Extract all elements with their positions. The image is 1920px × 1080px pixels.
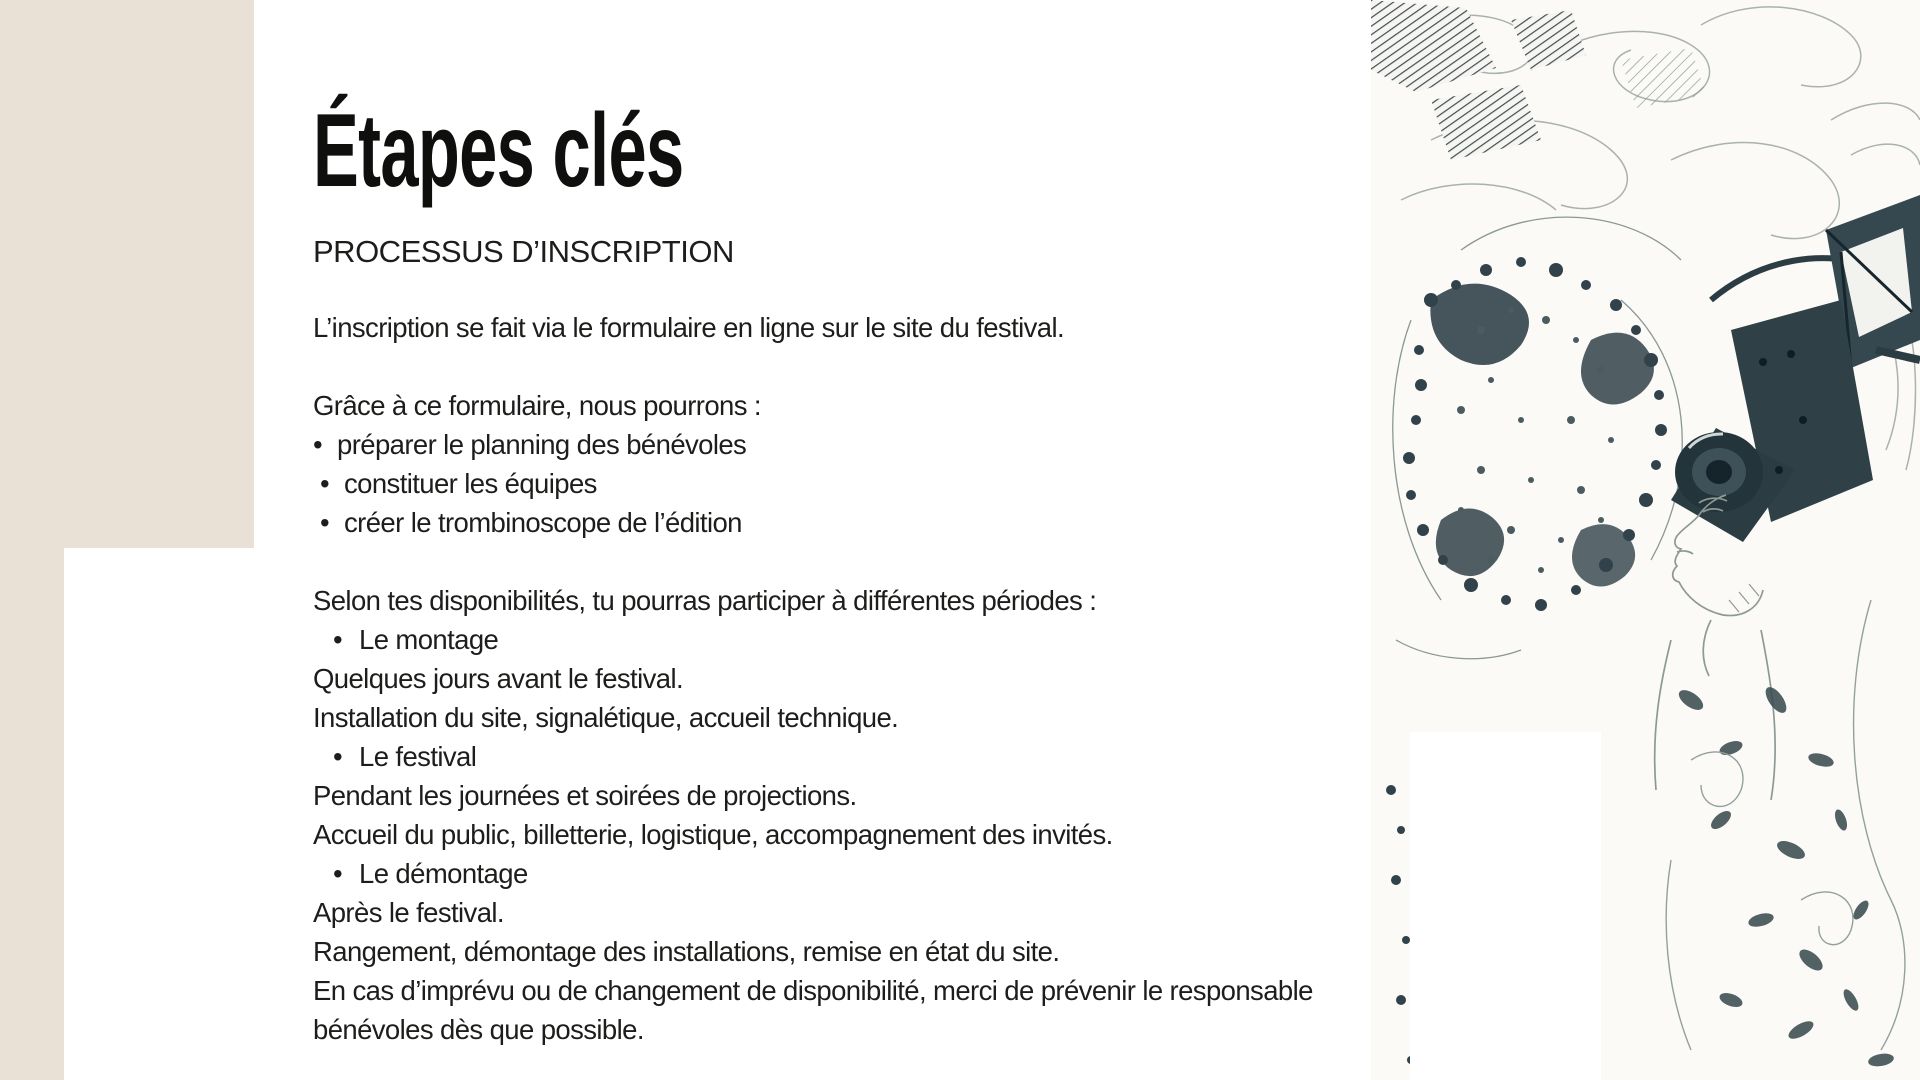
demontage-desc-line-3 — [313, 971, 1433, 1010]
demontage-desc-line-4 — [313, 1010, 1433, 1049]
demontage-desc-line-2 — [313, 932, 1433, 971]
demontage-desc-text-4: bénévoles dès que possible. — [313, 1013, 644, 1045]
beige-accent-strip — [0, 548, 64, 1080]
periods-lead-line — [313, 581, 1433, 620]
intro-text: L’inscription se fait via le formulaire en ligne sur le site du festival. — [313, 311, 1065, 343]
demontage-desc-line-1 — [313, 893, 1433, 932]
page-subtitle: PROCESSUS D’INSCRIPTION — [313, 234, 734, 269]
period-name-demontage: Le démontage — [359, 857, 528, 889]
pencil-sketch-illustration — [1371, 0, 1920, 1080]
montage-desc-text-1: Quelques jours avant le festival. — [313, 662, 683, 694]
demontage-desc-text-3: En cas d’imprévu ou de changement de disponibilité, merci de prévenir le responsable — [313, 974, 1313, 1006]
festival-desc-line-2 — [313, 815, 1433, 854]
periods-lead-text: Selon tes disponibilités, tu pourras participer à différentes périodes : — [313, 584, 1097, 616]
bullet-glyph: • — [320, 506, 330, 538]
spacer — [313, 542, 1433, 581]
montage-desc-line-1 — [313, 659, 1433, 698]
festival-desc-text-2: Accueil du public, billetterie, logistique, accompagnement des invités. — [313, 818, 1113, 850]
period-bullet-demontage — [333, 854, 1433, 893]
bullet-glyph: • — [333, 857, 343, 889]
beige-accent-block — [0, 0, 254, 548]
period-bullet-montage — [333, 620, 1433, 659]
period-name-festival: Le festival — [359, 740, 477, 772]
montage-desc-text-2: Installation du site, signalétique, accueil technique. — [313, 701, 899, 733]
form-bullet-2 — [320, 464, 1433, 503]
form-bullet-1-text: préparer le planning des bénévoles — [337, 428, 747, 460]
form-bullet-3 — [320, 503, 1433, 542]
demontage-desc-text-2: Rangement, démontage des installations, remise en état du site. — [313, 935, 1060, 967]
bullet-glyph: • — [333, 740, 343, 772]
sketch-camera-portrait-image — [1371, 0, 1920, 1080]
spacer — [313, 347, 1433, 386]
form-lead-text: Grâce à ce formulaire, nous pourrons : — [313, 389, 761, 421]
intro-line — [313, 308, 1433, 347]
festival-desc-text-1: Pendant les journées et soirées de projections. — [313, 779, 857, 811]
festival-desc-line-1 — [313, 776, 1433, 815]
form-lead-line — [313, 386, 1433, 425]
form-bullet-2-text: constituer les équipes — [344, 467, 597, 499]
form-bullet-3-text: créer le trombinoscope de l’édition — [344, 506, 742, 538]
period-bullet-festival — [333, 737, 1433, 776]
slide-body-text — [313, 308, 1433, 1049]
montage-desc-line-2 — [313, 698, 1433, 737]
page-title: Étapes clés — [313, 93, 684, 209]
bullet-glyph: • — [320, 467, 330, 499]
demontage-desc-text-1: Après le festival. — [313, 896, 504, 928]
white-overlay-rectangle — [1410, 732, 1601, 1080]
form-bullet-1 — [313, 425, 1433, 464]
period-name-montage: Le montage — [359, 623, 499, 655]
bullet-glyph: • — [313, 428, 323, 460]
bullet-glyph: • — [333, 623, 343, 655]
